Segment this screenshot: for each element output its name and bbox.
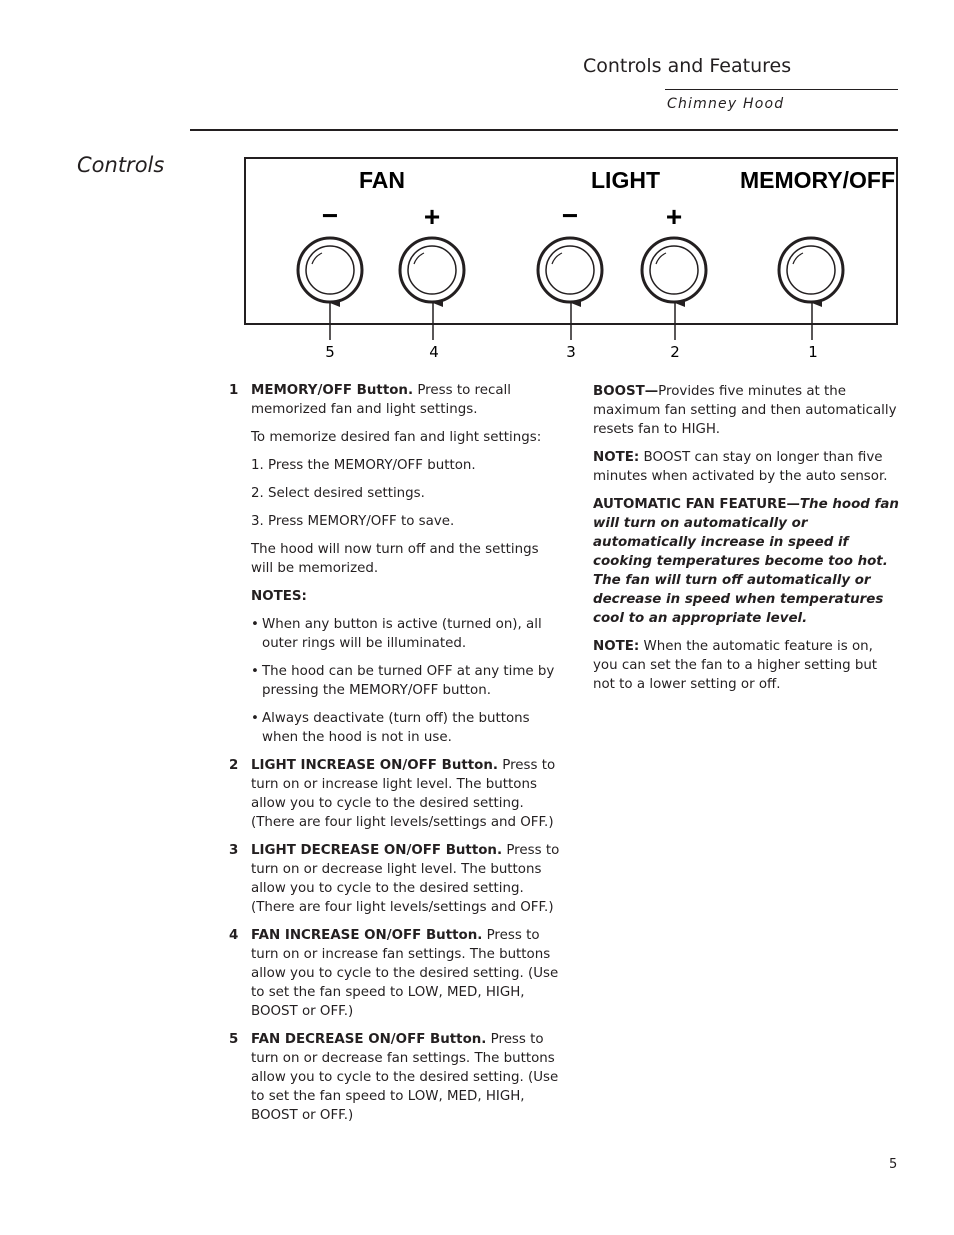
note-bullet-1: • When any button is active (turned on), all outer rings will be illuminated. (251, 617, 542, 651)
notes-label: NOTES: (251, 589, 307, 604)
panel-label-memory-off: MEMORY/OFF (740, 167, 896, 193)
memory-off-button[interactable] (779, 238, 843, 302)
item-fan-decrease (229, 1030, 561, 1125)
subsection-title: Chimney Hood (667, 96, 785, 112)
callout-number-1: 1 (808, 343, 818, 361)
item-light-increase (229, 756, 561, 832)
right-column (593, 382, 899, 703)
fan-increase-button[interactable] (400, 238, 464, 302)
item-heading: LIGHT INCREASE ON/OFF Button. (251, 758, 498, 773)
boost-paragraph: BOOST—Provides five minutes at the maximum fan setting and then automatically resets fan to HIGH. (593, 384, 897, 437)
note-bullet-3: • Always deactivate (turn off) the buttons when the hood is not in use. (251, 711, 530, 745)
item-text: Press to turn on or increase fan settings. The buttons allow you to cycle to the desired setting. (Use to set the fan speed to LOW, MED, HIGH, BOOST or OFF.) (251, 928, 559, 1019)
panel-label-light: LIGHT (591, 167, 660, 193)
section-title: Controls and Features (583, 55, 792, 77)
item-text: Press to turn on or increase light level. The buttons allow you to cycle to the desired setting. (There are four light levels/settings and OFF.) (251, 758, 556, 830)
callout-number-4: 4 (429, 343, 439, 361)
fan-decrease-button[interactable] (298, 238, 362, 302)
item-number: 4 (229, 928, 239, 943)
controls-heading: Controls (77, 153, 165, 177)
note-bullet-2: • The hood can be turned OFF at any time by pressing the MEMORY/OFF button. (251, 664, 555, 698)
light-plus-symbol: + (665, 201, 683, 232)
light-increase-button[interactable] (642, 238, 706, 302)
step-1: 1. Press the MEMORY/OFF button. (251, 458, 476, 473)
auto-fan-paragraph: AUTOMATIC FAN FEATURE—The hood fan will turn on automatically or automatically increase in speed if cooking temperatures become too hot. The fan will turn off automatically or decrease in speed when temperatures cool to an appropriate level. (593, 497, 899, 626)
light-decrease-button[interactable] (538, 238, 602, 302)
item-number: 3 (229, 843, 239, 858)
item-heading: FAN INCREASE ON/OFF Button. (251, 928, 483, 943)
item-heading: FAN DECREASE ON/OFF Button. (251, 1032, 487, 1047)
panel-label-fan: FAN (359, 167, 405, 193)
item-memory-off (229, 381, 561, 747)
page-number: 5 (889, 1157, 898, 1172)
item-text: Press to recall memorized fan and light settings. (251, 383, 511, 417)
light-minus-symbol: − (561, 200, 579, 231)
fan-minus-symbol: − (321, 200, 339, 231)
left-column (229, 381, 561, 1134)
item-heading: LIGHT DECREASE ON/OFF Button. (251, 843, 503, 858)
item-light-decrease (229, 841, 561, 917)
callout-number-3: 3 (566, 343, 576, 361)
step-3: 3. Press MEMORY/OFF to save. (251, 514, 455, 529)
item-text: Press to turn on or decrease light level. The buttons allow you to cycle to the desired setting. (There are four light levels/settings and OFF.) (251, 843, 560, 915)
item-number: 1 (229, 383, 239, 398)
memorize-intro: To memorize desired fan and light settings: (251, 430, 542, 445)
item-fan-increase (229, 926, 561, 1021)
callout-number-2: 2 (670, 343, 680, 361)
callout-number-5: 5 (325, 343, 335, 361)
item-text: Press to turn on or decrease fan settings. The buttons allow you to cycle to the desired setting. (Use to set the fan speed to LOW, MED, HIGH, BOOST or OFF.) (251, 1032, 559, 1123)
item-heading: MEMORY/OFF Button. (251, 383, 414, 398)
note-auto-paragraph: NOTE: When the automatic feature is on, you can set the fan to a higher setting but not to a lower setting or off. (593, 639, 878, 692)
note-boost-paragraph: NOTE: BOOST can stay on longer than five minutes when activated by the auto sensor. (593, 450, 888, 484)
fan-plus-symbol: + (423, 201, 441, 232)
item-number: 2 (229, 758, 239, 773)
item-number: 5 (229, 1032, 239, 1047)
control-panel-diagram (0, 0, 954, 370)
memorize-after: The hood will now turn off and the settings will be memorized. (251, 542, 539, 576)
step-2: 2. Select desired settings. (251, 486, 425, 501)
